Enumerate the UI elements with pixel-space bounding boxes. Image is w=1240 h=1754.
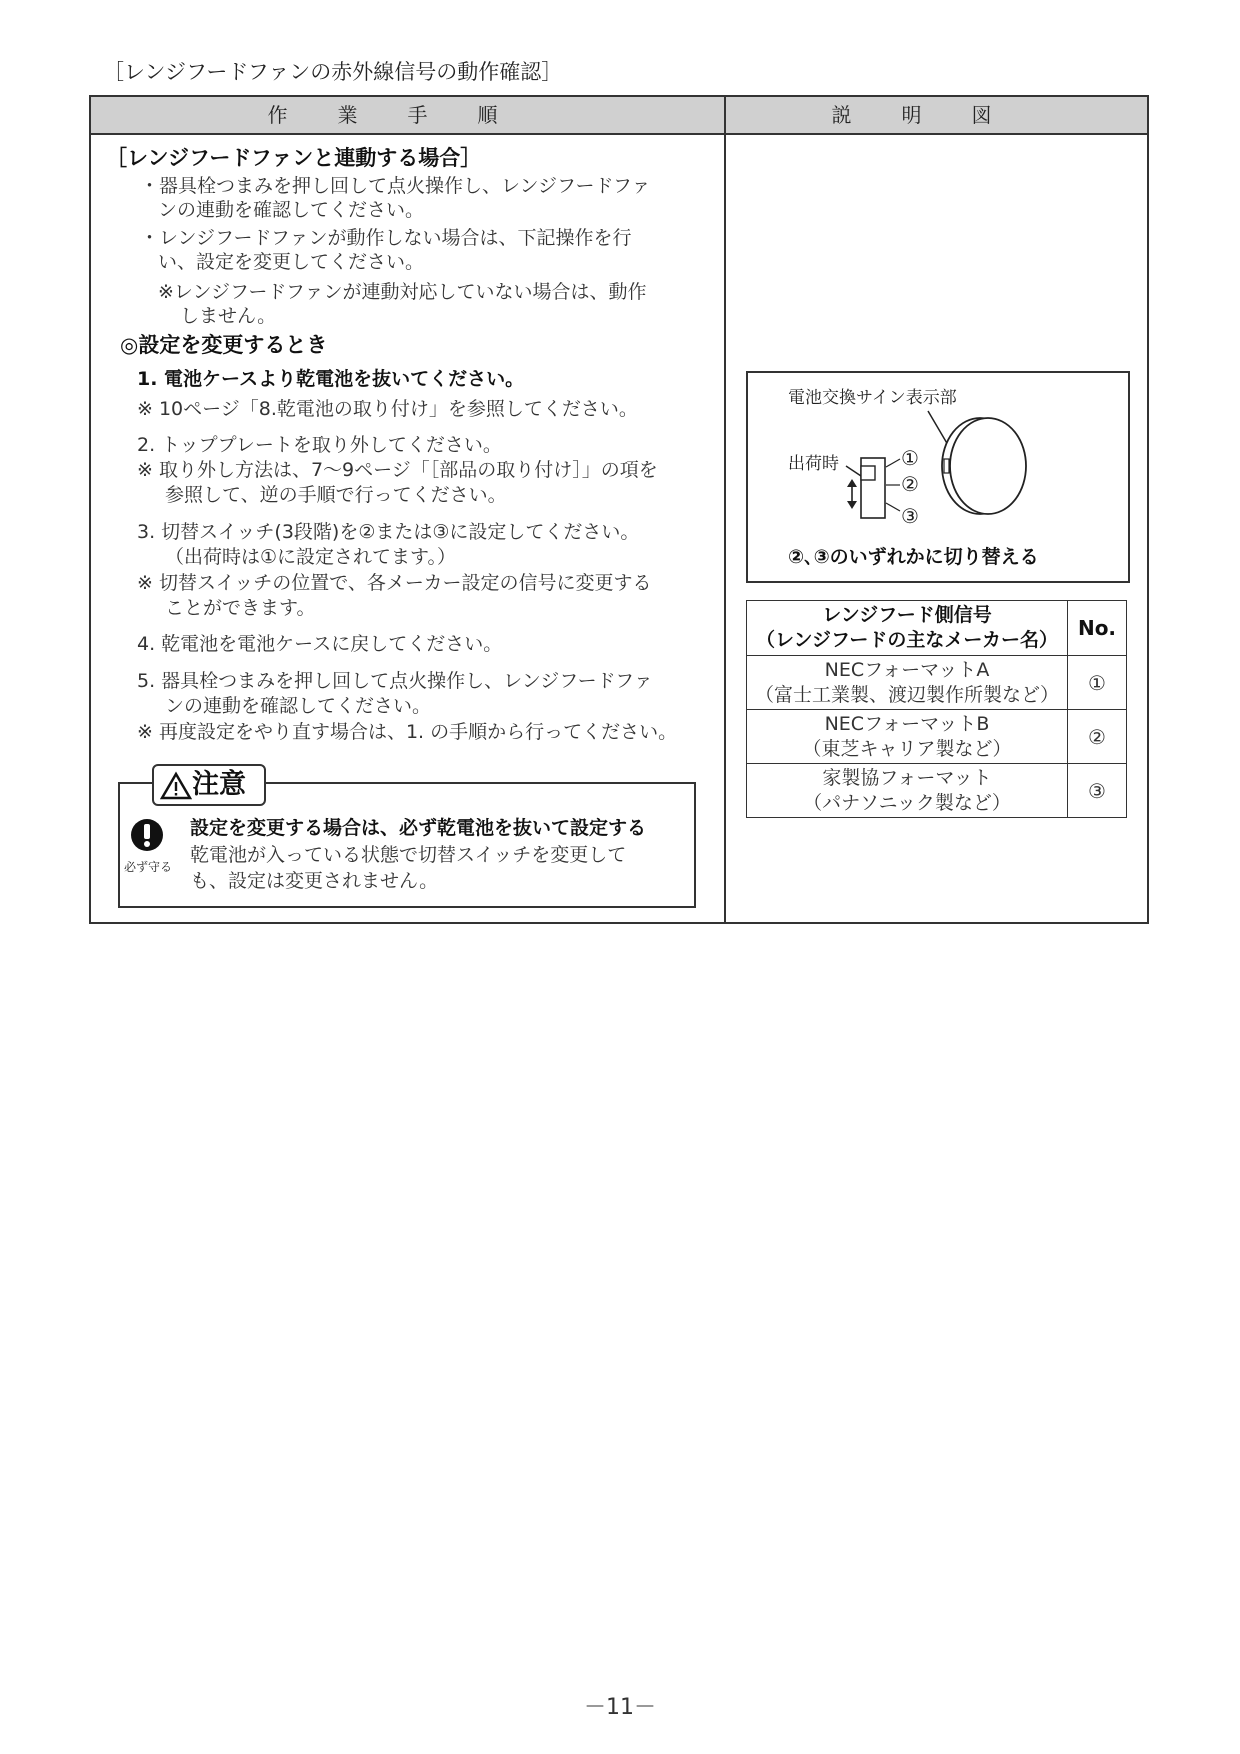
column-header-procedure: 作業手順 xyxy=(267,103,548,127)
caution-bold-line: 設定を変更する場合は、必ず乾電池を抜いて設定する xyxy=(190,817,647,839)
note-line2: しません。 xyxy=(180,305,277,327)
step3-note-line1: ※ 切替スイッチの位置で、各メーカー設定の信号に変更する xyxy=(137,572,652,594)
table-cell-no: ② xyxy=(1068,710,1127,764)
table-cell-no: ① xyxy=(1068,656,1127,710)
bullet1-line1: ・器具栓つまみを押し回して点火操作し、レンジフードファ xyxy=(140,175,651,197)
table-row xyxy=(747,710,1127,764)
note-line1: ※レンジフードファンが連動対応していない場合は、動作 xyxy=(158,281,647,303)
table-cell-format: 家製協フォーマット （パナソニック製など） xyxy=(747,764,1068,818)
bullet2-line1: ・レンジフードファンが動作しない場合は、下記操作を行 xyxy=(140,227,632,249)
switch-position-3: ③ xyxy=(901,504,919,528)
step2-note-line1: ※ 取り外し方法は、7〜9ページ「［部品の取り付け］」の項を xyxy=(137,459,658,481)
caution-line1: 乾電池が入っている状態で切替スイッチを変更して xyxy=(190,844,627,866)
bullet2-line2: い、設定を変更してください。 xyxy=(158,251,425,273)
step3-line1: 3. 切替スイッチ(3段階)を②または③に設定してください。 xyxy=(137,521,640,543)
column-divider xyxy=(724,95,726,924)
table-row xyxy=(747,656,1127,710)
column-header-illustration: 説明図 xyxy=(831,103,1042,127)
page-number: －11－ xyxy=(584,1695,656,1720)
factory-default-label: 出荷時 xyxy=(788,454,839,474)
table-cell-format: NECフォーマットB （東芝キャリア製など） xyxy=(747,710,1068,764)
table-header-no: No. xyxy=(1068,601,1127,656)
page-heading: ［レンジフードファンの赤外線信号の動作確認］ xyxy=(103,60,563,84)
step5-note: ※ 再度設定をやり直す場合は、1. の手順から行ってください。 xyxy=(137,721,678,743)
step5-line2: ンの連動を確認してください。 xyxy=(165,695,432,717)
caution-title: 注意 xyxy=(152,764,266,806)
switch-position-2: ② xyxy=(901,472,919,496)
step3-line2: （出荷時は①に設定されてます。） xyxy=(165,546,457,568)
table-cell-no: ③ xyxy=(1068,764,1127,818)
mandatory-label: 必ず守る xyxy=(124,860,173,874)
table-row xyxy=(747,764,1127,818)
switch-position-1: ① xyxy=(901,446,919,470)
procedure-title: ◎設定を変更するとき xyxy=(120,333,328,357)
step1: 1. 電池ケースより乾電池を抜いてください。 xyxy=(137,368,525,390)
step2: 2. トッププレートを取り外してください。 xyxy=(137,434,502,456)
table-header-row xyxy=(747,601,1127,656)
step2-note-line2: 参照して、逆の手順で行ってください。 xyxy=(165,484,507,506)
step1-note: ※ 10ページ「8.乾電池の取り付け」を参照してください。 xyxy=(137,398,638,420)
battery-sign-label: 電池交換サイン表示部 xyxy=(788,388,957,408)
caution-line2: も、設定は変更されません。 xyxy=(190,870,439,892)
diagram-caption: ②､③のいずれかに切り替える xyxy=(788,546,1039,568)
bullet1-line2: ンの連動を確認してください。 xyxy=(158,199,425,221)
table-cell-format: NECフォーマットA （富士工業製、渡辺製作所製など） xyxy=(747,656,1068,710)
mandatory-exclamation-icon xyxy=(130,818,164,852)
switch-diagram xyxy=(748,373,1128,581)
step4: 4. 乾電池を電池ケースに戻してください。 xyxy=(137,633,503,655)
step3-note-line2: ことができます。 xyxy=(165,597,316,619)
warning-triangle-icon xyxy=(160,771,192,801)
table-header-signal: レンジフード側信号 （レンジフードの主なメーカー名） xyxy=(747,601,1068,656)
signal-format-table xyxy=(746,600,1127,818)
section-title: ［レンジフードファンと連動する場合］ xyxy=(106,146,482,170)
step5-line1: 5. 器具栓つまみを押し回して点火操作し、レンジフードファ xyxy=(137,670,653,692)
